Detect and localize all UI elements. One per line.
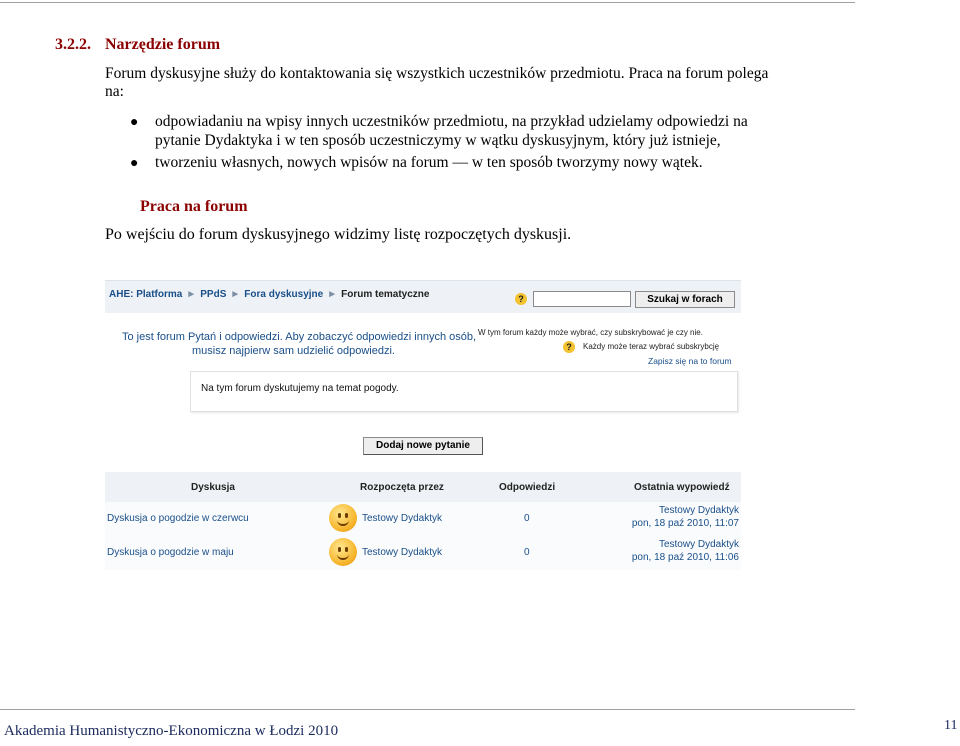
bullet-marker: ●	[130, 156, 139, 171]
user-avatar-icon	[329, 504, 357, 532]
subscribe-link[interactable]: Zapisz się na to forum	[648, 356, 732, 366]
breadcrumb	[109, 289, 429, 300]
table-header	[105, 472, 741, 502]
breadcrumb-course[interactable]: PPdS	[200, 289, 227, 300]
last-post	[632, 538, 739, 564]
subscription-note-2: Każdy może teraz wybrać subskrybcję	[583, 342, 720, 351]
forum-description: Na tym forum dyskutujemy na temat pogody.	[201, 383, 399, 394]
bullet-1-line-2: pytanie Dydaktyka i w ten sposób uczestniczymy w wątku dyskusyjnym, który już istnieje,	[155, 132, 721, 149]
section-number: 3.2.2.	[55, 36, 91, 53]
paragraph-2: Po wejściu do forum dyskusyjnego widzimy listę rozpoczętych dyskusji.	[105, 226, 572, 243]
last-post-author[interactable]: Testowy Dydaktyk	[658, 539, 739, 550]
discussion-link[interactable]: Dyskusja o pogodzie w czerwcu	[107, 513, 249, 524]
column-header-last-post[interactable]: Ostatnia wypowiedź	[634, 482, 730, 493]
add-question-button[interactable]: Dodaj nowe pytanie	[363, 437, 483, 455]
column-header-replies[interactable]: Odpowiedzi	[499, 482, 556, 493]
forum-screenshot	[105, 280, 741, 570]
subheading: Praca na forum	[140, 198, 248, 215]
subscription-note-1: W tym forum każdy może wybrać, czy subskrybować je czy nie.	[478, 328, 703, 337]
breadcrumb-current: Forum tematyczne	[341, 289, 430, 300]
replies-count[interactable]: 0	[524, 513, 530, 524]
top-rule	[0, 2, 855, 3]
help-icon[interactable]: ?	[563, 341, 575, 353]
column-header-started-by[interactable]: Rozpoczęta przez	[360, 482, 444, 493]
table-row	[105, 502, 741, 536]
footer-institution: Akademia Humanistyczno-Ekonomiczna w Łodzi 2010	[4, 723, 339, 739]
replies-count[interactable]: 0	[524, 547, 530, 558]
forum-description-box	[190, 371, 738, 412]
breadcrumb-forums[interactable]: Fora dyskusyjne	[244, 289, 324, 300]
breadcrumb-separator: ►	[230, 289, 241, 300]
section-heading	[55, 36, 220, 54]
footer-rule	[0, 709, 855, 710]
bullet-2-line-1: tworzeniu własnych, nowych wpisów na forum — w ten sposób tworzymy nowy wątek.	[155, 154, 703, 171]
bullet-1-line-1: odpowiadaniu na wpisy innych uczestników przedmiotu, na przykład udzielamy odpowiedzi na	[155, 113, 748, 130]
last-post-date[interactable]: pon, 18 paź 2010, 11:07	[631, 518, 739, 529]
breadcrumb-separator: ►	[186, 289, 197, 300]
forum-intro-line-2: musisz najpierw sam udzielić odpowiedzi.	[192, 345, 395, 357]
page-number: 11	[944, 718, 958, 733]
last-post-author[interactable]: Testowy Dydaktyk	[658, 505, 739, 516]
last-post-date[interactable]: pon, 18 paź 2010, 11:06	[631, 552, 739, 563]
column-header-discussion[interactable]: Dyskusja	[191, 482, 235, 493]
author-link[interactable]: Testowy Dydaktyk	[362, 547, 443, 558]
forum-intro-line-1: To jest forum Pytań i odpowiedzi. Aby zobaczyć odpowiedzi innych osób,	[122, 331, 477, 343]
table-row	[105, 536, 741, 570]
help-icon[interactable]: ?	[515, 293, 527, 305]
discussion-link[interactable]: Dyskusja o pogodzie w maju	[107, 547, 234, 558]
search-forums-button[interactable]: Szukaj w forach	[635, 291, 735, 308]
search-input[interactable]	[533, 291, 631, 307]
user-avatar-icon	[329, 538, 357, 566]
last-post	[632, 504, 739, 530]
forum-intro	[122, 330, 476, 358]
navigation-bar	[105, 280, 741, 313]
intro-line-1: Forum dyskusyjne służy do kontaktowania się wszystkich uczestników przedmiotu. Praca na forum polega	[105, 65, 769, 82]
bullet-marker: ●	[130, 115, 139, 130]
intro-line-2: na:	[105, 83, 124, 100]
breadcrumb-separator: ►	[327, 289, 338, 300]
author-link[interactable]: Testowy Dydaktyk	[362, 513, 443, 524]
breadcrumb-platform[interactable]: AHE: Platforma	[109, 289, 183, 300]
section-title: Narzędzie forum	[105, 36, 221, 53]
